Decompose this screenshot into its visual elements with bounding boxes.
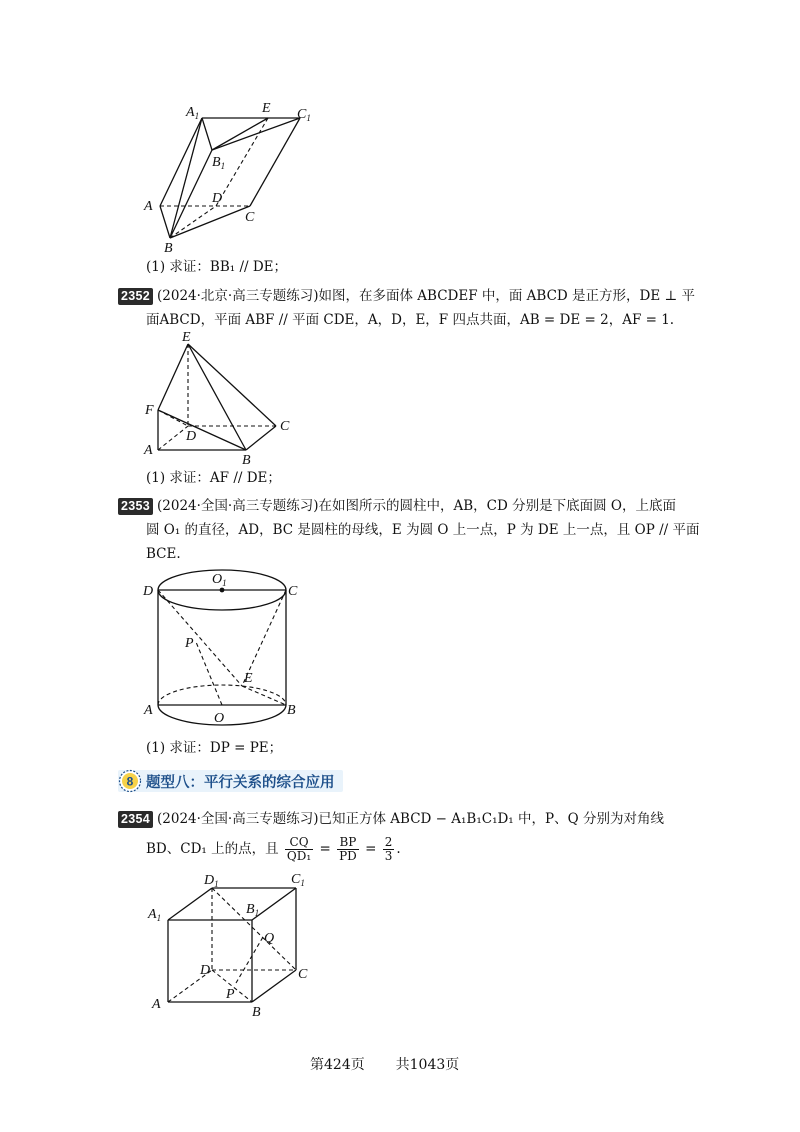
label-A: A [152,997,161,1012]
label-O1: $O_1$ [212,572,227,588]
fraction-cq-qd1: $\frac{CQ}{\text{QD₁}}$ [286,835,312,863]
section-badge-icon [118,769,142,793]
q2352-line1: 2352 (2024·北京·高三专题练习)如图，在多面体 ABCDEF 中，面 ABCD 是正方形，DE ⊥ 平 [118,285,695,307]
figure-polyhedron [140,330,300,468]
q2353-part1: (1) 求证：DP = PE； [146,740,283,756]
label-A1: $A_1$ [148,907,162,923]
q2353-line2: 圆 O₁ 的直径，AD，BC 是圆柱的母线，E 为圆 O 上一点，P 为 DE 上一点，且 OP // 平面 [146,522,700,538]
label-D: D [212,191,223,206]
page-footer [310,1054,459,1074]
problem-number-badge: 2353 [118,498,153,515]
q2352-line2: 面ABCD，平面 ABF // 平面 CDE，A，D，E，F 四点共面，AB = DE = 2，AF = 1. [146,312,675,328]
section-title: 题型八：平行关系的综合应用 [146,775,335,791]
figure-cube [140,870,320,1018]
figure-cylinder [140,568,310,728]
label-E: E [182,330,191,345]
fraction-bp-pd: $\frac{BP}{PD}$ [339,835,357,863]
label-B1: $B_1$ [212,155,226,171]
label-D: D [200,963,211,978]
svg-text:8: 8 [126,774,134,789]
label-A: A [144,443,153,458]
problem-number-badge: 2354 [118,811,153,828]
label-E: E [262,101,271,116]
q2353-line1: 2353 (2024·全国·高三专题练习)在如图所示的圆柱中，AB，CD 分别是下底面圆 O，上底面 [118,495,676,517]
q2351-part1: (1) 求证：BB₁ // DE； [146,259,288,275]
label-B: B [164,241,173,256]
label-B: B [252,1005,261,1018]
label-C: C [298,967,308,982]
problem-number-badge: 2352 [118,288,153,305]
page-total: 共1043页 [395,1057,460,1073]
page-number: 第424页 [310,1057,365,1073]
label-P: P [226,987,235,1002]
label-A: A [144,199,153,214]
label-C: C [245,210,255,225]
label-B: B [287,703,296,718]
label-A1: $A_1$ [186,105,200,121]
q2354-line2: BD、CD₁ 上的点，且 $\frac{CQ}{\text{QD₁}}$ = $\frac{BP}{PD}$ = $\frac{2}{3}$ . [146,835,401,863]
label-B1: $B_1$ [246,902,260,918]
label-P: P [185,636,194,651]
label-C: C [280,419,290,434]
label-D1: $D_1$ [204,873,219,889]
label-C1: $C_1$ [297,107,311,123]
q2353-line3: BCE. [146,546,181,562]
section-heading [118,770,343,792]
q2352-part1: (1) 求证：AF // DE； [146,470,281,486]
label-F: F [145,403,154,418]
q2354-line1: 2354 (2024·全国·高三专题练习)已知正方体 ABCD − A₁B₁C₁D₁ 中，P、Q 分别为对角线 [118,808,664,830]
figure-prism [140,98,320,258]
label-A: A [144,703,153,718]
label-D: D [186,429,197,444]
label-Q: Q [264,931,275,946]
label-O: O [214,711,225,726]
label-E: E [244,671,253,686]
label-C: C [288,584,298,599]
label-B: B [242,453,251,468]
fraction-two-thirds: $\frac{2}{3}$ [384,835,393,863]
label-C1: $C_1$ [291,872,305,888]
label-D: D [143,584,154,599]
